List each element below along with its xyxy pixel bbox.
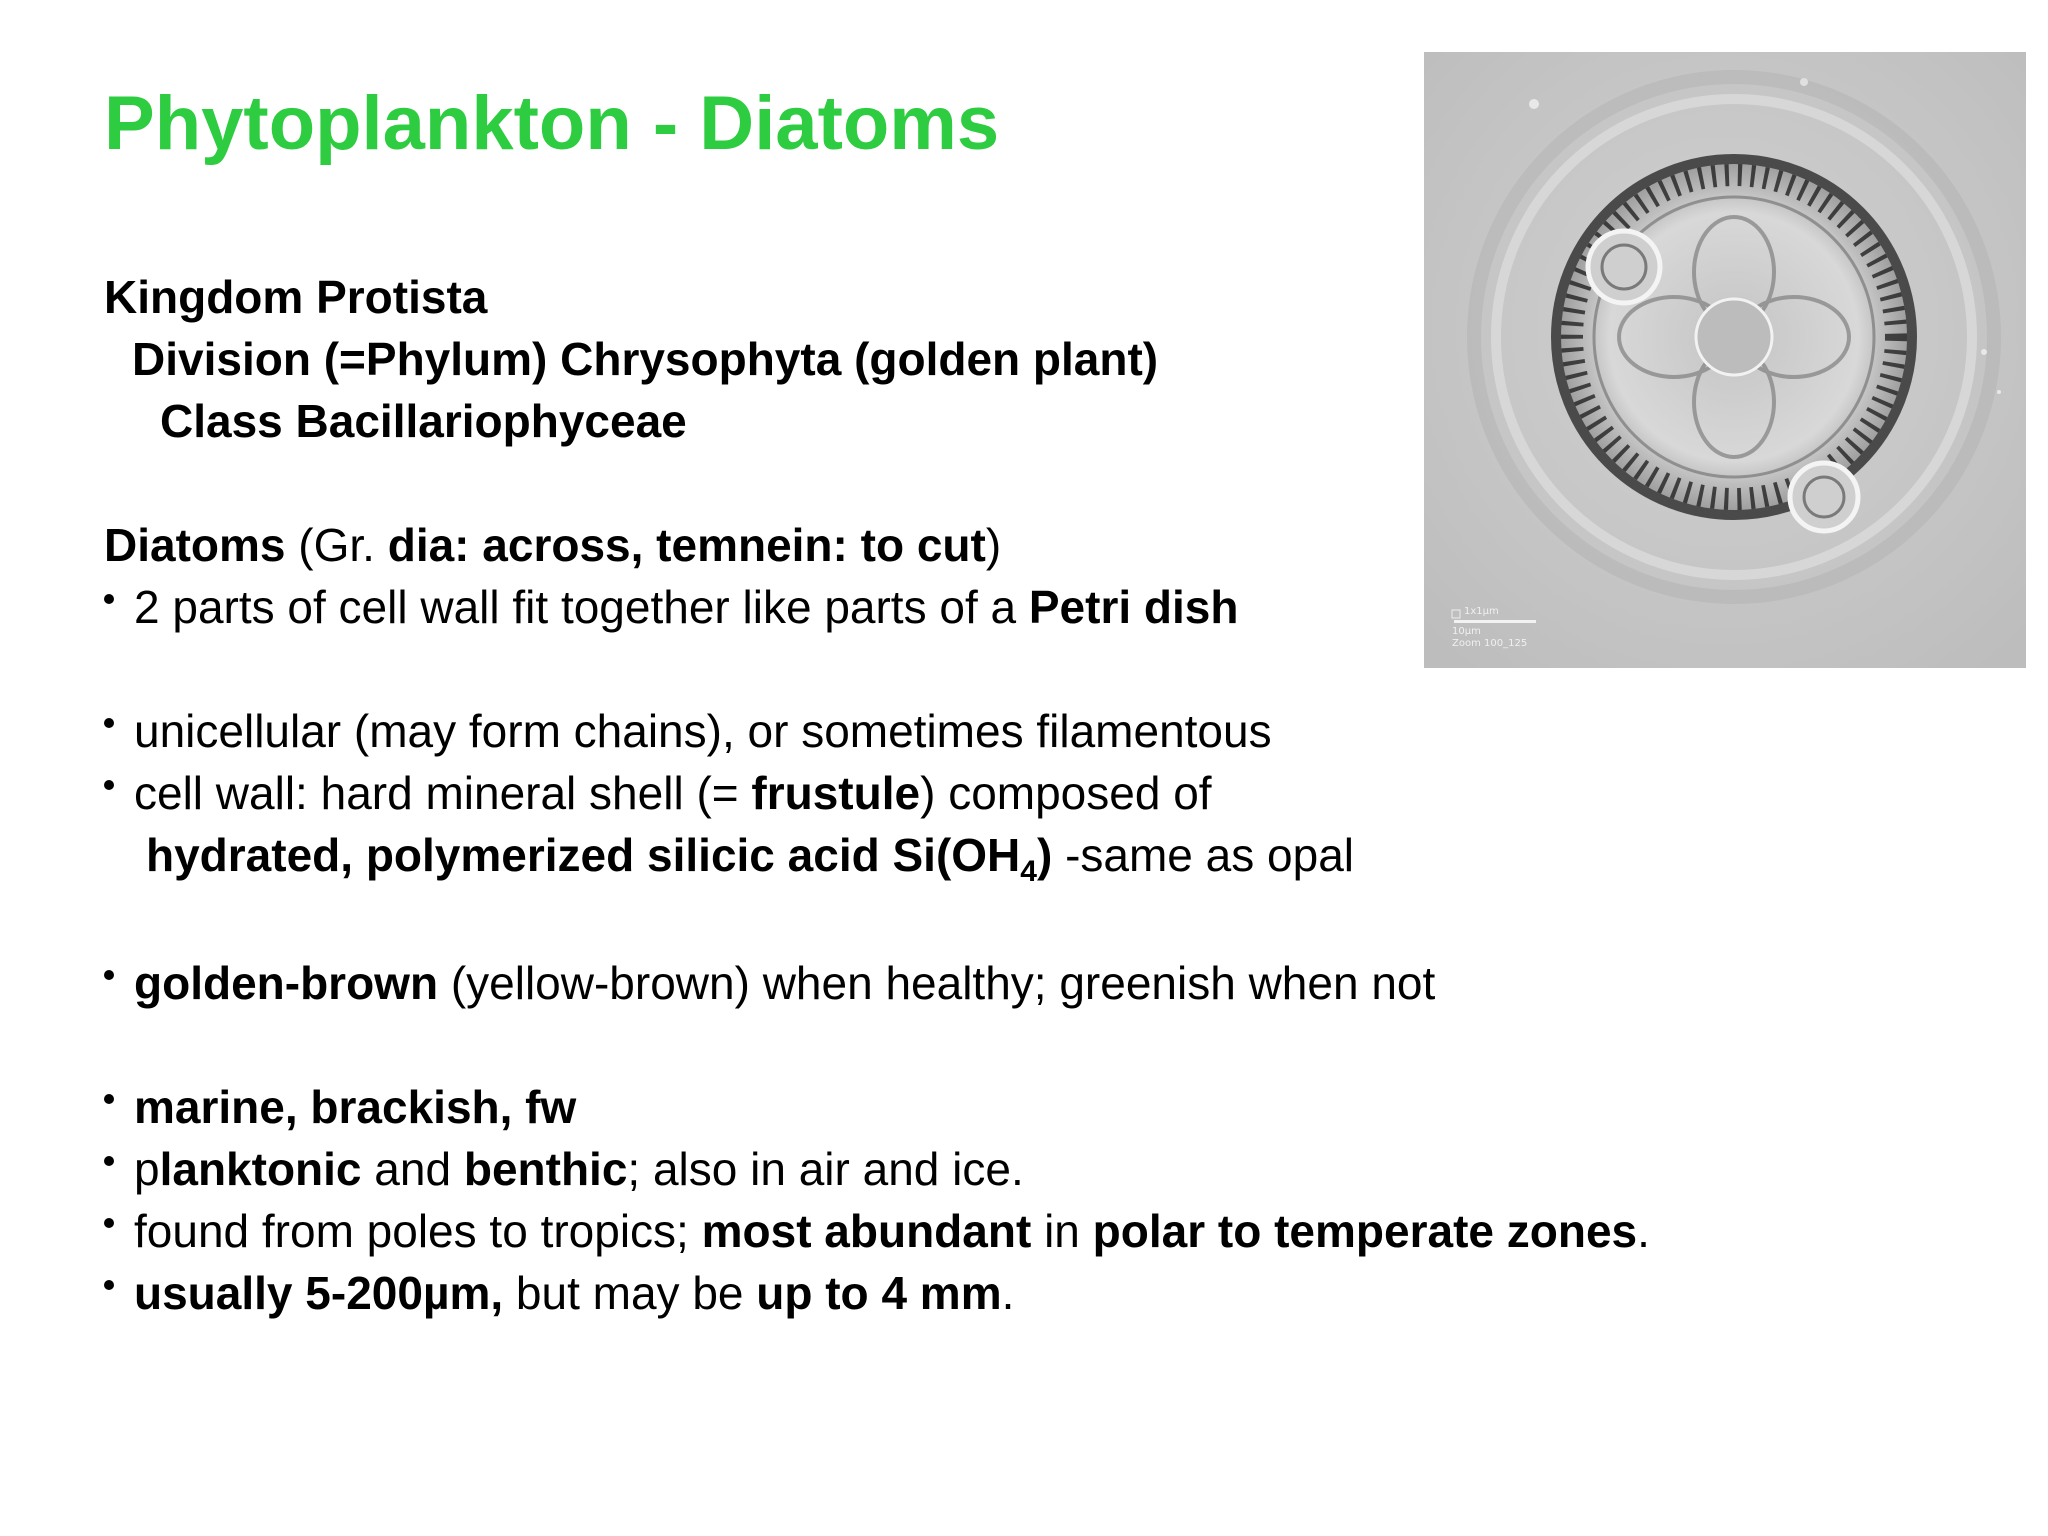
bullet-bold-text: up to 4 mm <box>756 1267 1002 1319</box>
bullet-text: unicellular (may form chains), or sometimes filamentous <box>134 705 1272 757</box>
bullet-text: -same as opal <box>1052 829 1354 881</box>
bullet-dot-icon <box>104 576 134 638</box>
bullet-text: found from poles to tropics; <box>134 1205 702 1257</box>
bullet-bold-text: polar to temperate zones <box>1092 1205 1638 1257</box>
bullet-bold-text: benthic <box>463 1143 628 1195</box>
bullet-dot-icon <box>104 1262 134 1324</box>
bullet-distribution <box>104 1200 1650 1262</box>
bullet-text: ; also in air and ice. <box>627 1143 1024 1195</box>
diatom-micrograph <box>1424 52 2026 668</box>
bullet-bold-text: golden-brown <box>134 957 439 1009</box>
bullet-golden-brown <box>104 952 1650 1014</box>
bullet-bold-text: frustule <box>751 767 921 819</box>
etymology-line <box>104 514 1650 576</box>
bullet-planktonic <box>104 1138 1650 1200</box>
bullet-unicellular <box>104 700 1650 762</box>
etymology-open: (Gr. <box>285 519 388 571</box>
etymology-close: ) <box>985 519 1002 571</box>
bullet-text: p <box>134 1143 160 1195</box>
zoom-label: Zoom 100_125 <box>1452 638 1528 649</box>
bullet-text: and <box>361 1143 464 1195</box>
bullet-text: ) composed of <box>920 767 1212 819</box>
bullet-text: 2 parts of cell wall fit together like parts of a <box>134 581 1029 633</box>
bullet-text: (yellow-brown) when healthy; greenish when not <box>438 957 1436 1009</box>
bullet-dot-icon <box>104 952 134 1014</box>
bullet-bold-text: usually 5-200µm, <box>134 1267 504 1319</box>
slide-body <box>104 266 1650 1324</box>
bullet-text: but may be <box>503 1267 757 1319</box>
bullet-bold-text: lanktonic <box>159 1143 362 1195</box>
taxonomy-class: Class Bacillariophyceae <box>160 395 687 447</box>
bullet-text: in <box>1031 1205 1093 1257</box>
diatom-micrograph-drawing <box>1424 52 2026 668</box>
bullet-cell-wall <box>104 762 1650 824</box>
bullet-bold-text: most abundant <box>701 1205 1032 1257</box>
taxonomy-division: Division (=Phylum) Chrysophyta (golden plant) <box>132 333 1159 385</box>
slide-title: Phytoplankton - Diatoms <box>104 81 1000 166</box>
etymology-term: Diatoms <box>104 519 286 571</box>
bullet-cell-wall-continued <box>104 824 1650 889</box>
bullet-text: . <box>1001 1267 1015 1319</box>
bullet-bold-text: Petri dish <box>1028 581 1239 633</box>
bullet-habitat <box>104 1076 1650 1138</box>
bullet-text: . <box>1637 1205 1650 1257</box>
taxonomy-kingdom: Kingdom Protista <box>104 271 488 323</box>
bullet-size <box>104 1262 1650 1324</box>
bullet-dot-icon <box>104 1200 134 1262</box>
bullet-dot-icon <box>104 1076 134 1138</box>
bullet-dot-icon <box>104 1138 134 1200</box>
bullet-bold-text: hydrated, polymerized silicic acid Si(OH <box>146 829 1021 881</box>
scale-label: 1x1µm <box>1464 606 1499 617</box>
bullet-dot-icon <box>104 700 134 762</box>
bullet-petri-dish <box>104 576 1650 638</box>
bullet-dot-icon <box>104 762 134 824</box>
bullet-bold-text: marine, brackish, fw <box>134 1081 577 1133</box>
etymology-meaning: dia: across, temnein: to cut <box>387 519 986 571</box>
bullet-bold-text: ) <box>1036 829 1053 881</box>
bullet-text: cell wall: hard mineral shell (= <box>134 767 752 819</box>
subscript: 4 <box>1020 855 1037 889</box>
scale-value: 10µm <box>1452 626 1481 637</box>
